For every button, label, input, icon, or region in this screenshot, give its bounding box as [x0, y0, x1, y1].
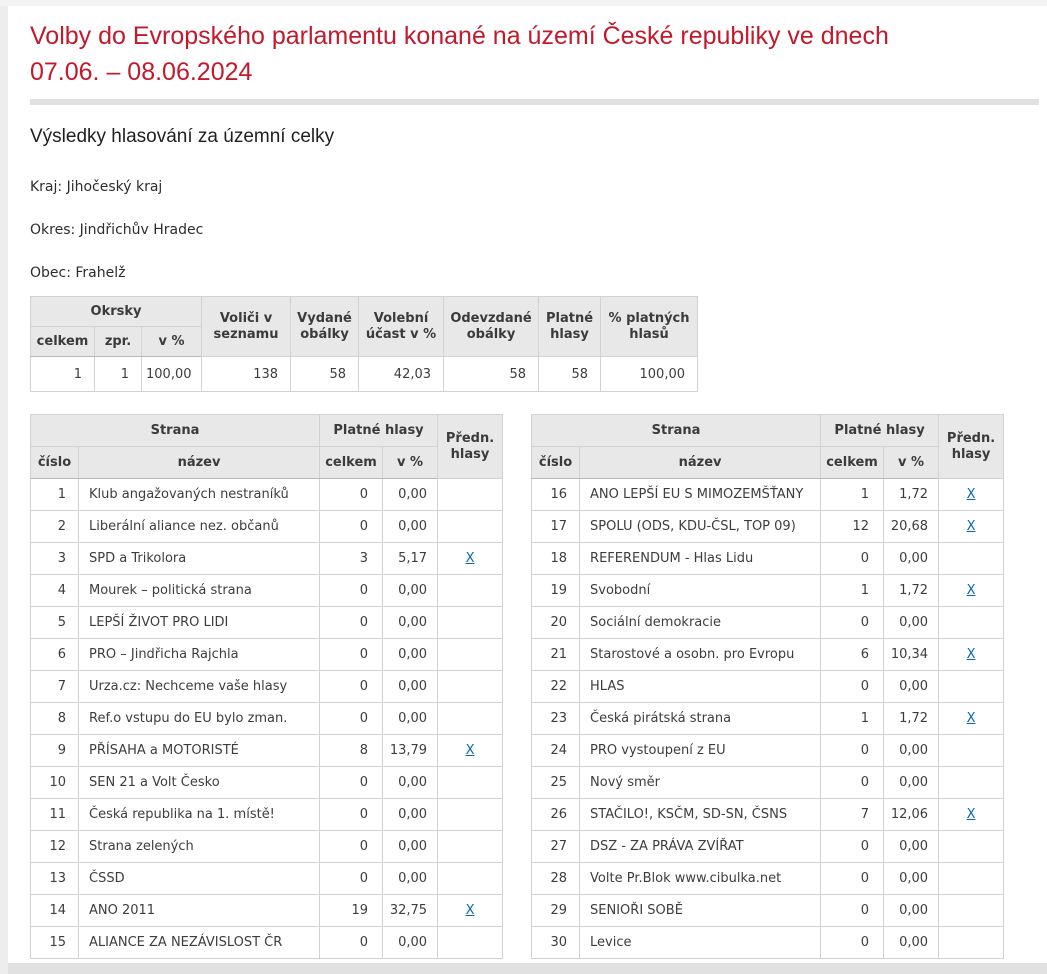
party-number: 19 — [532, 575, 580, 607]
votes-percent: 0,00 — [884, 863, 939, 895]
party-row — [532, 639, 1004, 671]
party-number: 6 — [31, 639, 79, 671]
party-header-strana: Strana — [31, 415, 320, 447]
party-row — [532, 799, 1004, 831]
party-header-vpct: v % — [884, 447, 939, 479]
pref-votes-cell — [438, 735, 503, 767]
votes-percent: 20,68 — [884, 511, 939, 543]
votes-percent: 0,00 — [383, 639, 438, 671]
summary-value: 42,03 — [359, 357, 444, 392]
party-row — [31, 767, 503, 799]
party-row — [532, 607, 1004, 639]
party-number: 29 — [532, 895, 580, 927]
votes-total: 0 — [320, 863, 383, 895]
votes-percent: 0,00 — [884, 671, 939, 703]
pref-votes-link[interactable]: X — [966, 519, 976, 534]
party-name: Ref.o vstupu do EU bylo zman. — [79, 703, 320, 735]
party-row — [31, 543, 503, 575]
party-number: 26 — [532, 799, 580, 831]
party-row — [31, 511, 503, 543]
pref-votes-link[interactable]: X — [966, 647, 976, 662]
summary-table — [30, 296, 698, 392]
party-number: 22 — [532, 671, 580, 703]
party-name: SENIOŘI SOBĚ — [580, 895, 821, 927]
party-header-strana: Strana — [532, 415, 821, 447]
pref-votes-cell — [438, 639, 503, 671]
votes-total: 0 — [320, 575, 383, 607]
pref-votes-cell — [939, 735, 1004, 767]
party-name: SEN 21 a Volt Česko — [79, 767, 320, 799]
party-row — [532, 831, 1004, 863]
votes-total: 0 — [821, 543, 884, 575]
party-row — [31, 863, 503, 895]
summary-value: 58 — [444, 357, 539, 392]
party-number: 11 — [31, 799, 79, 831]
pref-votes-link[interactable]: X — [966, 583, 976, 598]
votes-percent: 0,00 — [383, 607, 438, 639]
votes-total: 1 — [821, 703, 884, 735]
party-name: ANO 2011 — [79, 895, 320, 927]
party-row — [31, 671, 503, 703]
party-name: STAČILO!, KSČM, SD-SN, ČSNS — [580, 799, 821, 831]
votes-percent: 12,06 — [884, 799, 939, 831]
party-number: 1 — [31, 479, 79, 511]
pref-votes-cell — [438, 703, 503, 735]
summary-value: 100,00 — [142, 357, 202, 392]
party-name: DSZ - ZA PRÁVA ZVÍŘAT — [580, 831, 821, 863]
votes-total: 19 — [320, 895, 383, 927]
party-number: 17 — [532, 511, 580, 543]
summary-subheader-celkem: celkem — [31, 327, 95, 357]
pref-votes-cell — [939, 607, 1004, 639]
summary-value: 1 — [95, 357, 142, 392]
summary-header-valid: Platné hlasy — [539, 297, 601, 357]
votes-percent: 13,79 — [383, 735, 438, 767]
votes-percent: 10,34 — [884, 639, 939, 671]
summary-header-valid-pct: % platných hlasů — [601, 297, 698, 357]
votes-total: 0 — [320, 703, 383, 735]
party-name: ALIANCE ZA NEZÁVISLOST ČR — [79, 927, 320, 959]
votes-total: 0 — [821, 671, 884, 703]
pref-votes-cell — [939, 831, 1004, 863]
pref-votes-cell — [939, 511, 1004, 543]
votes-total: 0 — [320, 831, 383, 863]
party-row — [532, 479, 1004, 511]
votes-percent: 0,00 — [884, 927, 939, 959]
votes-percent: 0,00 — [884, 735, 939, 767]
party-number: 16 — [532, 479, 580, 511]
party-table-left — [30, 414, 503, 959]
votes-percent: 0,00 — [884, 607, 939, 639]
party-row — [31, 479, 503, 511]
title-divider — [30, 99, 1039, 105]
summary-subheader-zpr: zpr. — [95, 327, 142, 357]
votes-total: 0 — [320, 671, 383, 703]
votes-total: 1 — [821, 575, 884, 607]
pref-votes-cell — [438, 607, 503, 639]
party-number: 12 — [31, 831, 79, 863]
votes-total: 12 — [821, 511, 884, 543]
party-name: SPOLU (ODS, KDU-ČSL, TOP 09) — [580, 511, 821, 543]
party-header-vpct: v % — [383, 447, 438, 479]
page-edge-left — [0, 6, 8, 974]
page-title — [30, 18, 1040, 90]
party-table-right — [531, 414, 1004, 959]
votes-percent: 0,00 — [383, 767, 438, 799]
party-number: 9 — [31, 735, 79, 767]
votes-percent: 0,00 — [383, 671, 438, 703]
page-title-line1: Volby do Evropského parlamentu konané na území České republiky ve dnech — [30, 22, 889, 50]
pref-votes-cell — [939, 927, 1004, 959]
pref-votes-cell — [438, 767, 503, 799]
votes-percent: 0,00 — [884, 543, 939, 575]
summary-header-turnout: Volební účast v % — [359, 297, 444, 357]
party-row — [532, 703, 1004, 735]
summary-value: 138 — [202, 357, 291, 392]
party-row — [31, 831, 503, 863]
pref-votes-cell — [438, 895, 503, 927]
votes-percent: 0,00 — [383, 703, 438, 735]
party-name: Česká republika na 1. místě! — [79, 799, 320, 831]
party-row — [31, 639, 503, 671]
pref-votes-cell — [438, 511, 503, 543]
votes-total: 0 — [821, 607, 884, 639]
votes-total: 0 — [320, 607, 383, 639]
pref-votes-cell — [939, 799, 1004, 831]
party-name: ANO LEPŠÍ EU S MIMOZEMŠŤANY — [580, 479, 821, 511]
votes-percent: 0,00 — [383, 511, 438, 543]
party-name: ČSSD — [79, 863, 320, 895]
summary-header-issued: Vydané obálky — [291, 297, 359, 357]
votes-total: 3 — [320, 543, 383, 575]
pref-votes-cell — [438, 927, 503, 959]
page-title-line2: 07.06. – 08.06.2024 — [30, 58, 253, 86]
party-name: REFERENDUM - Hlas Lidu — [580, 543, 821, 575]
votes-total: 6 — [821, 639, 884, 671]
party-header-cislo: číslo — [31, 447, 79, 479]
party-number: 24 — [532, 735, 580, 767]
municipality-label: Obec: Frahelž — [30, 265, 126, 281]
party-header-nazev: název — [79, 447, 320, 479]
pref-votes-cell — [939, 703, 1004, 735]
votes-percent: 0,00 — [884, 895, 939, 927]
party-row — [532, 767, 1004, 799]
party-name: Strana zelených — [79, 831, 320, 863]
party-header-platne: Platné hlasy — [821, 415, 939, 447]
footer-divider — [8, 963, 1047, 974]
party-number: 2 — [31, 511, 79, 543]
pref-votes-cell — [939, 543, 1004, 575]
votes-percent: 0,00 — [383, 479, 438, 511]
party-number: 8 — [31, 703, 79, 735]
summary-header-voters: Voliči v seznamu — [202, 297, 291, 357]
party-name: Klub angažovaných nestraníků — [79, 479, 320, 511]
party-number: 10 — [31, 767, 79, 799]
party-name: Sociální demokracie — [580, 607, 821, 639]
votes-total: 8 — [320, 735, 383, 767]
votes-total: 0 — [320, 511, 383, 543]
votes-total: 0 — [821, 927, 884, 959]
votes-percent: 1,72 — [884, 479, 939, 511]
party-name: Volte Pr.Blok www.cibulka.net — [580, 863, 821, 895]
region-label: Kraj: Jihočeský kraj — [30, 179, 163, 195]
pref-votes-link[interactable]: X — [966, 487, 976, 502]
party-header-predn: Předn. hlasy — [939, 415, 1004, 479]
votes-total: 0 — [821, 863, 884, 895]
party-number: 23 — [532, 703, 580, 735]
votes-percent: 0,00 — [884, 831, 939, 863]
summary-value: 58 — [291, 357, 359, 392]
party-number: 15 — [31, 927, 79, 959]
party-name: SPD a Trikolora — [79, 543, 320, 575]
party-header-celkem: celkem — [821, 447, 884, 479]
party-name: Mourek – politická strana — [79, 575, 320, 607]
party-row — [532, 895, 1004, 927]
party-row — [31, 575, 503, 607]
party-header-predn: Předn. hlasy — [438, 415, 503, 479]
party-name: PŘÍSAHA a MOTORISTÉ — [79, 735, 320, 767]
party-row — [31, 799, 503, 831]
district-label: Okres: Jindřichův Hradec — [30, 222, 204, 238]
votes-percent: 0,00 — [383, 575, 438, 607]
party-number: 13 — [31, 863, 79, 895]
party-name: HLAS — [580, 671, 821, 703]
party-row — [532, 671, 1004, 703]
party-name: Urza.cz: Nechceme vaše hlasy — [79, 671, 320, 703]
pref-votes-link[interactable]: X — [465, 903, 475, 918]
party-number: 5 — [31, 607, 79, 639]
party-number: 20 — [532, 607, 580, 639]
party-number: 21 — [532, 639, 580, 671]
pref-votes-link[interactable]: X — [966, 711, 976, 726]
pref-votes-cell — [438, 575, 503, 607]
party-name: Starostové a osobn. pro Evropu — [580, 639, 821, 671]
votes-percent: 0,00 — [383, 799, 438, 831]
party-row — [31, 735, 503, 767]
party-number: 25 — [532, 767, 580, 799]
pref-votes-link[interactable]: X — [966, 807, 976, 822]
content — [30, 0, 1040, 959]
party-number: 7 — [31, 671, 79, 703]
pref-votes-cell — [939, 671, 1004, 703]
party-name: Česká pirátská strana — [580, 703, 821, 735]
pref-votes-link[interactable]: X — [465, 743, 475, 758]
pref-votes-cell — [438, 543, 503, 575]
pref-votes-cell — [939, 575, 1004, 607]
summary-data-row — [31, 357, 698, 392]
pref-votes-link[interactable]: X — [465, 551, 475, 566]
votes-percent: 1,72 — [884, 703, 939, 735]
party-row — [532, 863, 1004, 895]
pref-votes-cell — [438, 671, 503, 703]
votes-total: 0 — [821, 895, 884, 927]
pref-votes-cell — [438, 799, 503, 831]
party-row — [31, 607, 503, 639]
votes-percent: 0,00 — [383, 863, 438, 895]
votes-percent: 1,72 — [884, 575, 939, 607]
party-name: PRO vystoupení z EU — [580, 735, 821, 767]
party-row — [31, 703, 503, 735]
party-header-cislo: číslo — [532, 447, 580, 479]
party-header-celkem: celkem — [320, 447, 383, 479]
votes-total: 0 — [821, 767, 884, 799]
pref-votes-cell — [438, 479, 503, 511]
party-header-platne: Platné hlasy — [320, 415, 438, 447]
votes-total: 0 — [320, 639, 383, 671]
party-name: Liberální aliance nez. občanů — [79, 511, 320, 543]
summary-value: 100,00 — [601, 357, 698, 392]
party-row — [31, 927, 503, 959]
votes-total: 0 — [320, 479, 383, 511]
party-number: 4 — [31, 575, 79, 607]
votes-percent: 0,00 — [884, 767, 939, 799]
party-name: Svobodní — [580, 575, 821, 607]
summary-header-okrsky: Okrsky — [31, 297, 202, 327]
votes-percent: 5,17 — [383, 543, 438, 575]
pref-votes-cell — [939, 863, 1004, 895]
pref-votes-cell — [939, 895, 1004, 927]
summary-value: 1 — [31, 357, 95, 392]
party-row — [532, 543, 1004, 575]
votes-total: 1 — [821, 479, 884, 511]
votes-total: 0 — [821, 735, 884, 767]
party-row — [532, 927, 1004, 959]
party-header-nazev: název — [580, 447, 821, 479]
section-subtitle: Výsledky hlasování za územní celky — [30, 126, 335, 147]
party-tables — [30, 414, 1040, 959]
party-name: PRO – Jindřicha Rajchla — [79, 639, 320, 671]
votes-total: 0 — [821, 831, 884, 863]
pref-votes-cell — [438, 863, 503, 895]
party-number: 28 — [532, 863, 580, 895]
party-name: LEPŠÍ ŽIVOT PRO LIDI — [79, 607, 320, 639]
summary-subheader-vpct: v % — [142, 327, 202, 357]
pref-votes-cell — [939, 639, 1004, 671]
votes-percent: 0,00 — [383, 831, 438, 863]
pref-votes-cell — [939, 767, 1004, 799]
party-row — [532, 511, 1004, 543]
votes-total: 0 — [320, 767, 383, 799]
party-name: Levice — [580, 927, 821, 959]
party-number: 14 — [31, 895, 79, 927]
votes-percent: 0,00 — [383, 927, 438, 959]
party-number: 27 — [532, 831, 580, 863]
pref-votes-cell — [939, 479, 1004, 511]
pref-votes-cell — [438, 831, 503, 863]
summary-value: 58 — [539, 357, 601, 392]
party-number: 18 — [532, 543, 580, 575]
summary-header-returned: Odevzdané obálky — [444, 297, 539, 357]
party-row — [31, 895, 503, 927]
votes-total: 7 — [821, 799, 884, 831]
party-name: Nový směr — [580, 767, 821, 799]
votes-total: 0 — [320, 927, 383, 959]
party-row — [532, 575, 1004, 607]
party-number: 3 — [31, 543, 79, 575]
votes-total: 0 — [320, 799, 383, 831]
votes-percent: 32,75 — [383, 895, 438, 927]
party-number: 30 — [532, 927, 580, 959]
party-row — [532, 735, 1004, 767]
